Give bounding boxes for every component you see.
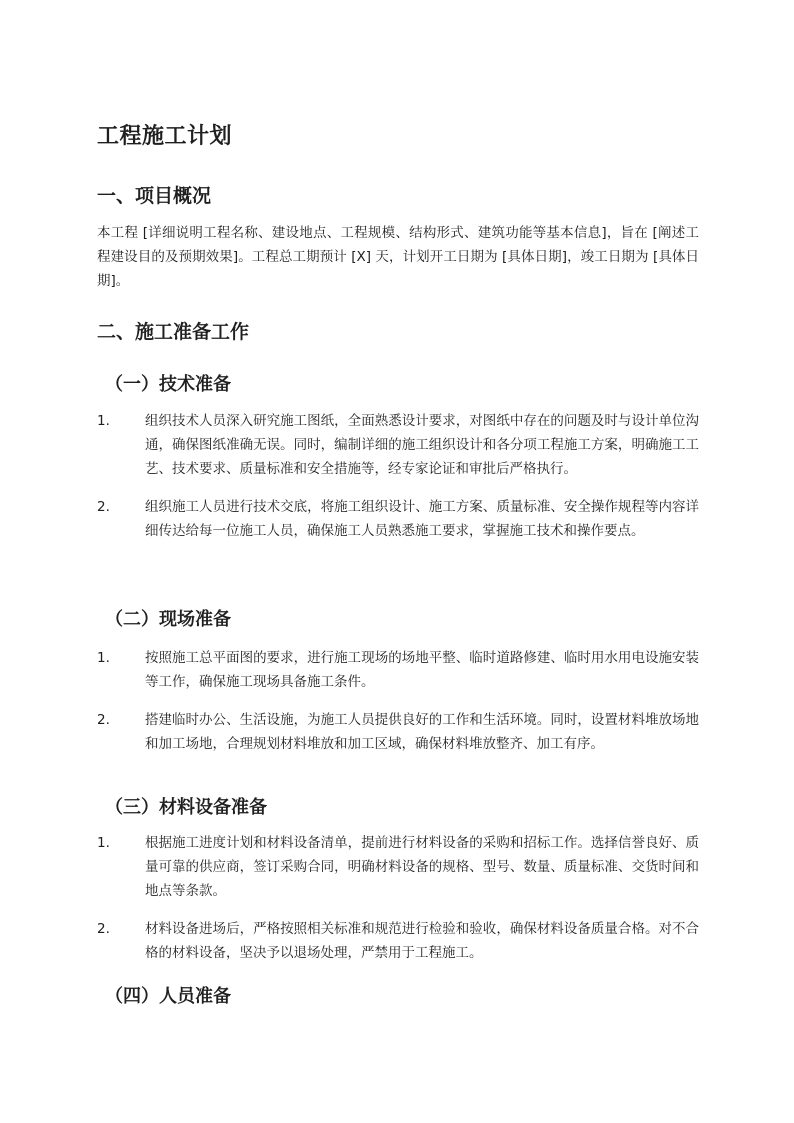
section-heading-overview: 一、项目概况	[97, 185, 212, 207]
list-item-number: 2.	[97, 921, 110, 937]
list-item	[97, 831, 699, 903]
overview-paragraph: 本工程 [详细说明工程名称、建设地点、工程规模、结构形式、建筑功能等基本信息]，旨在 [阐述工程建设目的及预期效果]。工程总工期预计 [X] 天，计划开工日期为 [具体日期]，竣工日期为 [具体日期]。	[97, 225, 699, 289]
list-item	[97, 708, 699, 756]
list-item	[97, 495, 699, 543]
list-item-number: 1.	[97, 413, 110, 429]
list-item-number: 2.	[97, 499, 110, 515]
document-title: 工程施工计划	[97, 124, 233, 149]
list-item	[97, 917, 699, 965]
subsection-heading-materials: （三）材料设备准备	[105, 797, 267, 818]
list-item-text: 按照施工总平面图的要求，进行施工现场的场地平整、临时道路修建、临时用水用电设施安装等工作，确保施工现场具备施工条件。	[145, 650, 699, 690]
list-item-text: 搭建临时办公、生活设施，为施工人员提供良好的工作和生活环境。同时，设置材料堆放场地和加工场地，合理规划材料堆放和加工区域，确保材料堆放整齐、加工有序。	[145, 712, 699, 752]
list-item-number: 2.	[97, 712, 110, 728]
list-item-text: 材料设备进场后，严格按照相关标准和规范进行检验和验收，确保材料设备质量合格。对不合格的材料设备，坚决予以退场处理，严禁用于工程施工。	[145, 921, 699, 961]
subsection-heading-technical: （一）技术准备	[105, 374, 231, 395]
section-heading-preparation: 二、施工准备工作	[97, 321, 250, 343]
subsection-heading-personnel: （四）人员准备	[105, 986, 231, 1007]
technical-list	[97, 409, 699, 557]
list-item-number: 1.	[97, 835, 110, 851]
list-item	[97, 646, 699, 694]
list-item-text: 组织施工人员进行技术交底，将施工组织设计、施工方案、质量标准、安全操作规程等内容详细传达给每一位施工人员，确保施工人员熟悉施工要求，掌握施工技术和操作要点。	[145, 499, 699, 539]
list-item-text: 组织技术人员深入研究施工图纸，全面熟悉设计要求，对图纸中存在的问题及时与设计单位沟通，确保图纸准确无误。同时，编制详细的施工组织设计和各分项工程施工方案，明确施工工艺、技术要求、质量标准和安全措施等，经专家论证和审批后严格执行。	[145, 413, 699, 477]
list-item	[97, 409, 699, 481]
materials-list	[97, 831, 699, 979]
site-list	[97, 646, 699, 770]
subsection-heading-site: （二）现场准备	[105, 609, 231, 630]
list-item-text: 根据施工进度计划和材料设备清单，提前进行材料设备的采购和招标工作。选择信誉良好、质量可靠的供应商，签订采购合同，明确材料设备的规格、型号、数量、质量标准、交货时间和地点等条款。	[145, 835, 699, 899]
list-item-number: 1.	[97, 650, 110, 666]
